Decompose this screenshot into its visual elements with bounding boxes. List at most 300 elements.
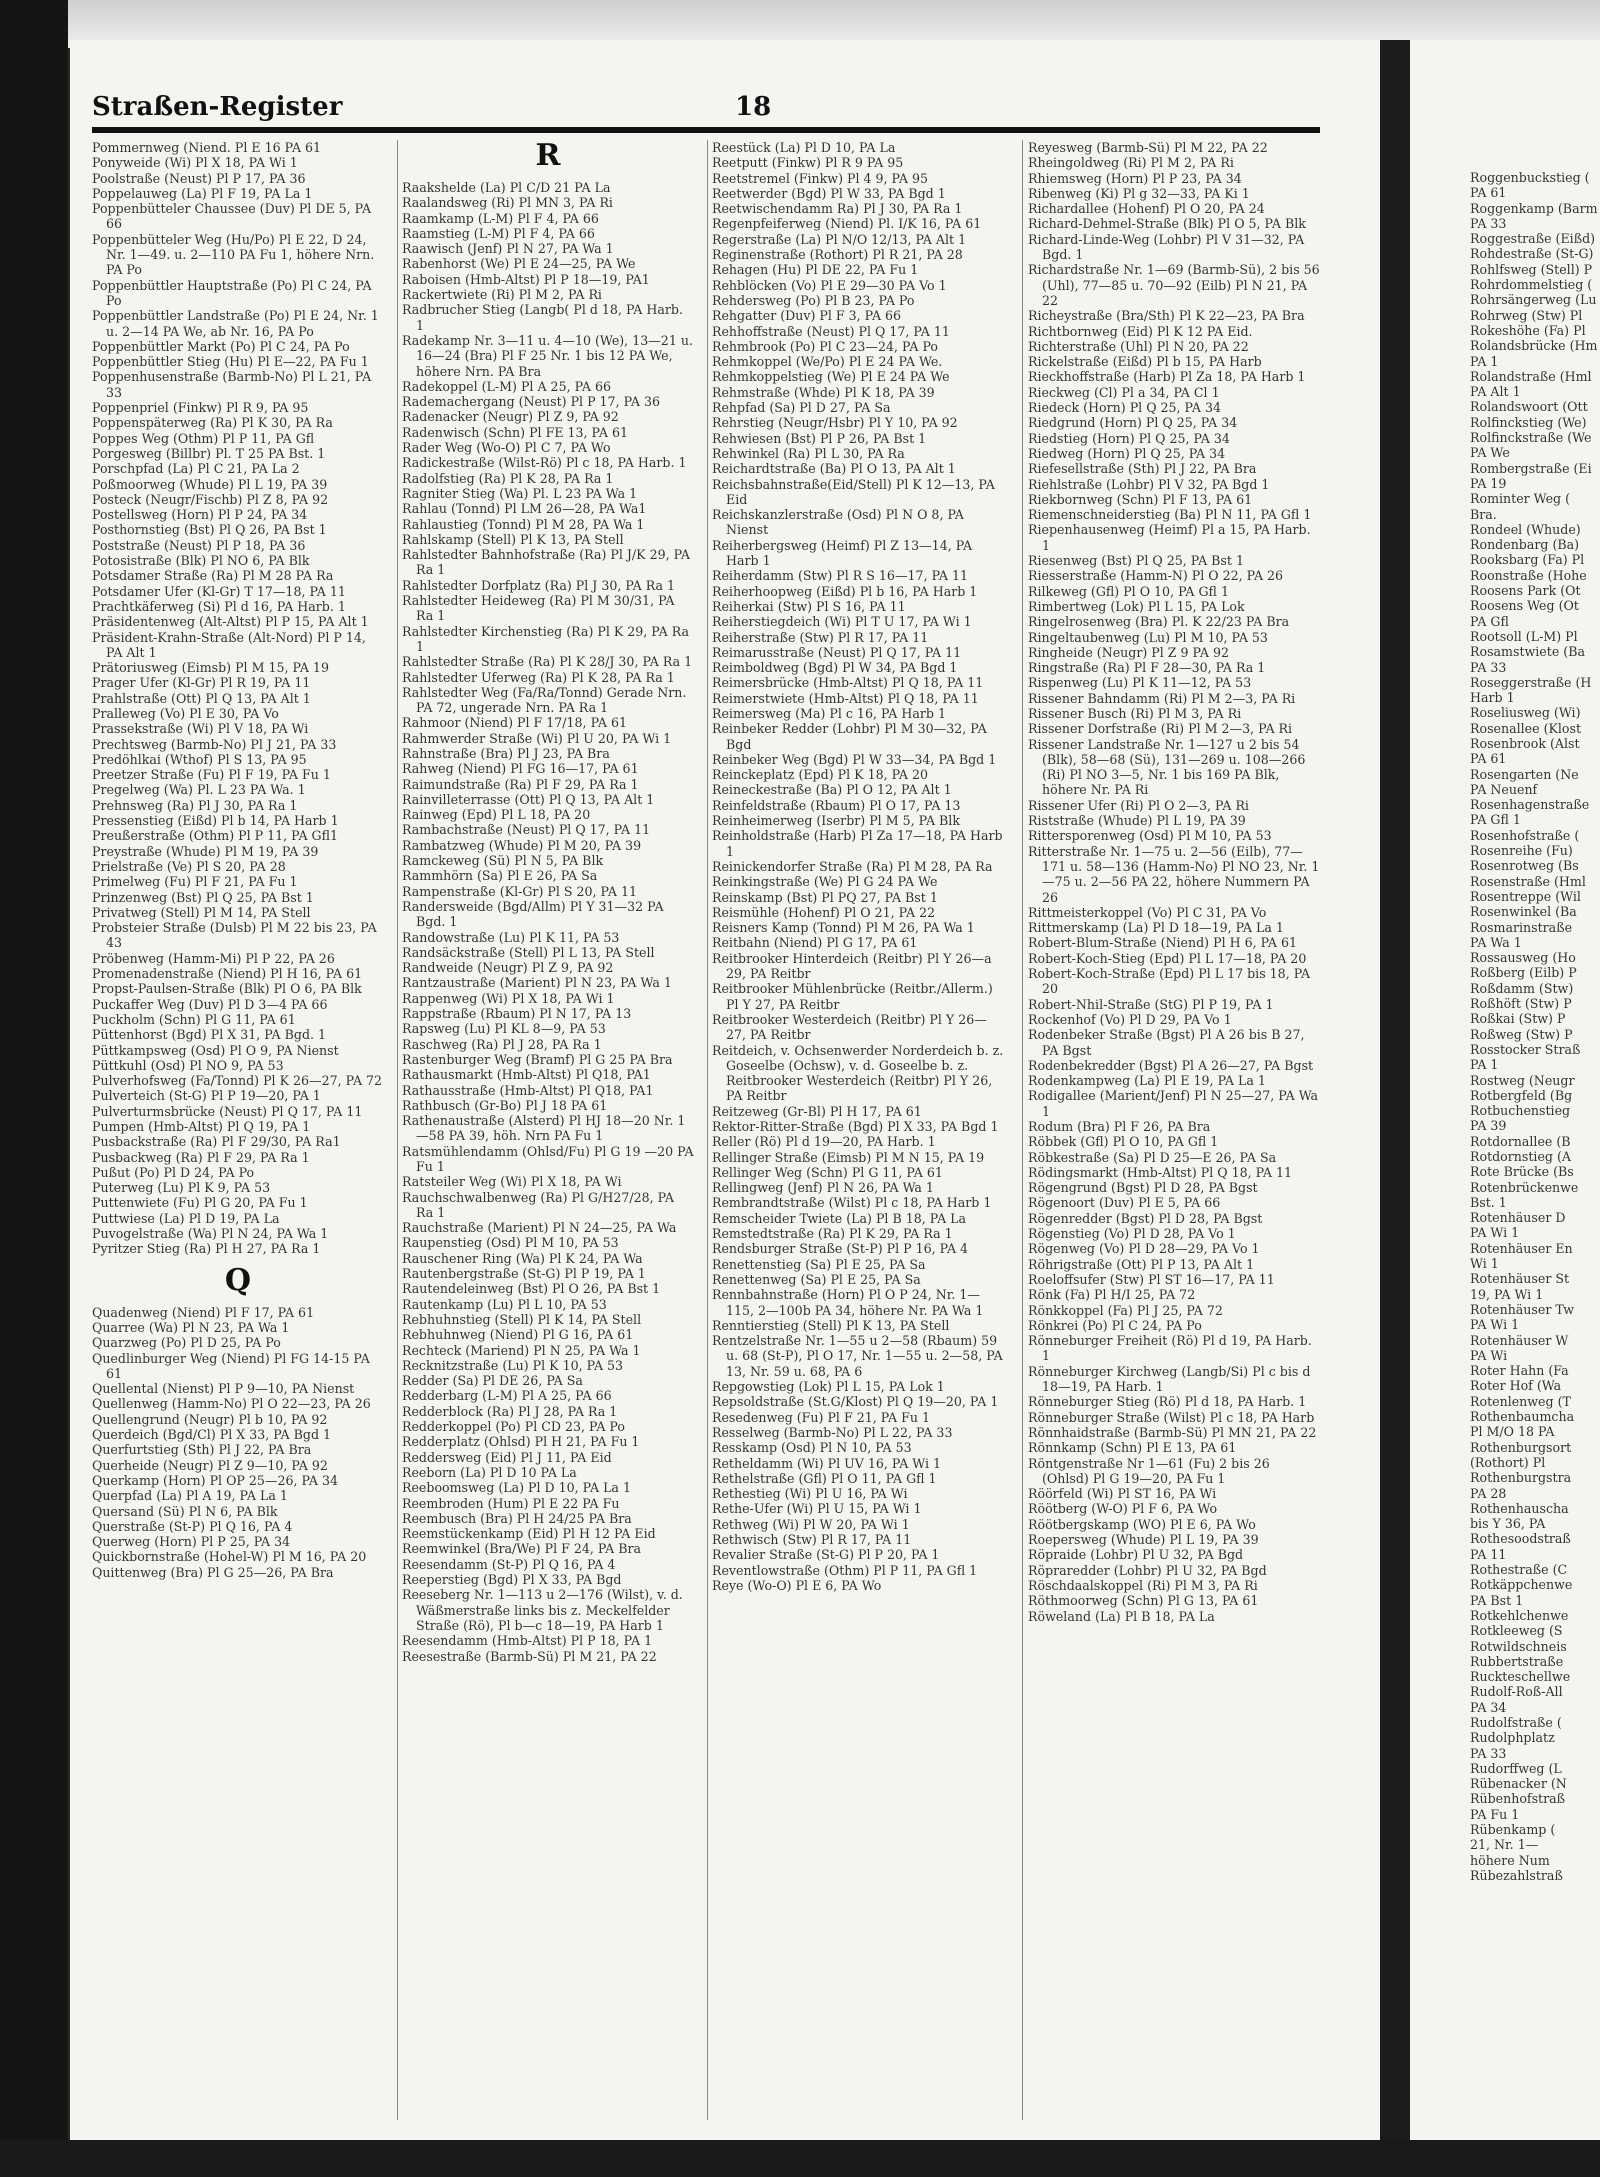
street-entry: Reetstremel (Finkw) Pl 4 9, PA 95: [712, 170, 928, 186]
street-entry: Röbbek (Gfl) Pl O 10, PA Gfl 1: [1028, 1134, 1219, 1150]
street-entry: Quadenweg (Niend) Pl F 17, PA 61: [92, 1304, 315, 1320]
street-entry: Prätoriusweg (Eimsb) Pl M 15, PA 19: [92, 660, 329, 676]
street-entry: Raamstieg (L-M) Pl F 4, PA 66: [402, 225, 595, 241]
street-entry: Reestück (La) Pl D 10, PA La: [712, 140, 896, 155]
street-entry: Rögengrund (Bgst) Pl D 28, PA Bgst: [1028, 1180, 1258, 1196]
street-entry: Rautenkamp (Lu) Pl L 10, PA 53: [402, 1296, 607, 1312]
street-entry: Preetzer Straße (Fu) Pl F 19, PA Fu 1: [92, 767, 331, 783]
street-entry: Rothenhauscha: [1470, 1500, 1569, 1516]
street-entry: Rehwiesen (Bst) Pl P 26, PA Bst 1: [712, 430, 927, 446]
street-entry: Rögenstieg (Vo) Pl D 28, PA Vo 1: [1028, 1226, 1236, 1242]
street-entry: Raschweg (Ra) Pl J 28, PA Ra 1: [402, 1036, 602, 1052]
street-entry: Harb 1: [1470, 690, 1515, 706]
street-entry: Rahnstraße (Bra) Pl J 23, PA Bra: [402, 745, 610, 761]
street-entry: Potsdamer Straße (Ra) Pl M 28 PA Ra: [92, 568, 334, 584]
street-entry: Rentzelstraße Nr. 1—55 u 2—58 (Rbaum) 59 u. 68 (St-P), Pl O 17, Nr. 1—55 u. 2—58, PA 13, Nr. 59 u. 68, PA 6: [712, 1333, 1003, 1379]
street-entry: Rambatzweg (Whude) Pl M 20, PA 39: [402, 837, 642, 853]
street-entry: Rudorffweg (L: [1470, 1760, 1562, 1776]
street-entry: Regerstraße (La) Pl N/O 12/13, PA Alt 1: [712, 231, 967, 247]
street-entry: Rosstocker Straß: [1470, 1041, 1581, 1057]
street-entry: Reesendamm (Hmb-Altst) Pl P 18, PA 1: [402, 1633, 653, 1649]
street-entry: Rahmwerder Straße (Wi) Pl U 20, PA Wi 1: [402, 730, 672, 746]
street-entry: Reinbeker Redder (Lohbr) Pl M 30—32, PA Bgd: [712, 721, 987, 752]
street-entry: Reichskanzlerstraße (Osd) Pl N O 8, PA Nienst: [712, 507, 964, 538]
street-entry: Rominter Weg (: [1470, 491, 1571, 507]
street-entry: Rögenoort (Duv) Pl E 5, PA 66: [1028, 1195, 1221, 1211]
street-entry: Rathausstraße (Hmb-Altst) Pl Q18, PA1: [402, 1082, 654, 1098]
street-entry: PA 33: [1470, 1745, 1507, 1761]
register-column-3: [712, 140, 1004, 1593]
street-entry: Rockenhof (Vo) Pl D 29, PA Vo 1: [1028, 1011, 1232, 1027]
street-entry: Pregelweg (Wa) Pl. L 23 PA Wa. 1: [92, 782, 306, 798]
street-entry: Rothenburgstra: [1470, 1470, 1572, 1486]
street-entry: Reiherstiegdeich (Wi) Pl T U 17, PA Wi 1: [712, 614, 972, 630]
street-entry: Reetwerder (Bgd) Pl W 33, PA Bgd 1: [712, 185, 946, 201]
street-entry: Raamkamp (L-M) Pl F 4, PA 66: [402, 210, 599, 226]
street-entry: Rahweg (Niend) Pl FG 16—17, PA 61: [402, 761, 639, 777]
street-entry: Rönkrei (Po) Pl C 24, PA Po: [1028, 1317, 1202, 1333]
street-entry: Rönneburger Freiheit (Rö) Pl d 19, PA Harb. 1: [1028, 1333, 1312, 1364]
street-entry: Retheldamm (Wi) Pl UV 16, PA Wi 1: [712, 1455, 942, 1471]
street-entry: Rotenlenweg (T: [1470, 1393, 1571, 1409]
street-entry: Pl M/O 18 PA: [1470, 1424, 1555, 1440]
street-entry: Privatweg (Stell) Pl M 14, PA Stell: [92, 904, 311, 920]
street-entry: Poppenbütteler Chaussee (Duv) Pl DE 5, PA 66: [92, 201, 372, 232]
street-entry: Rothenburgsort: [1470, 1439, 1572, 1455]
street-entry: Röpraredder (Lohbr) Pl U 32, PA Bgd: [1028, 1562, 1267, 1578]
street-entry: Rahlskamp (Stell) Pl K 13, PA Stell: [402, 531, 624, 547]
street-entry: PA 19: [1470, 475, 1507, 491]
street-entry: Preußerstraße (Othm) Pl P 11, PA Gfl1: [92, 828, 339, 844]
street-entry: Rübenkamp (: [1470, 1822, 1556, 1838]
street-entry: Rahlstedter Bahnhofstraße (Ra) Pl J/K 29, PA Ra 1: [402, 547, 691, 578]
street-entry: Roseliusweg (Wi): [1470, 705, 1581, 721]
street-entry: Rombergstraße (Ei: [1470, 460, 1592, 476]
street-entry: Roßhöft (Stw) P: [1470, 996, 1572, 1012]
street-entry: Richtbornweg (Eid) Pl K 12 PA Eid.: [1028, 323, 1253, 339]
street-entry: Rolandstraße (Hml: [1470, 368, 1592, 384]
street-entry: Rosenwinkel (Ba: [1470, 904, 1577, 920]
street-entry: Rehblöcken (Vo) Pl E 29—30 PA Vo 1: [712, 277, 947, 293]
street-entry: Rahlstedter Straße (Ra) Pl K 28/J 30, PA Ra 1: [402, 654, 693, 670]
street-entry: Prachtkäferweg (Si) Pl d 16, PA Harb. 1: [92, 598, 346, 614]
street-entry: Pusbackstraße (Ra) Pl F 29/30, PA Ra1: [92, 1134, 341, 1150]
street-entry: PA Wi 1: [1470, 1317, 1520, 1333]
street-entry: Reinfeldstraße (Rbaum) Pl O 17, PA 13: [712, 797, 961, 813]
street-entry: Raboisen (Hmb-Altst) Pl P 18—19, PA1: [402, 271, 650, 287]
street-entry: Ragniter Stieg (Wa) Pl. L 23 PA Wa 1: [402, 485, 638, 501]
street-entry: Roosens Park (Ot: [1470, 583, 1581, 599]
street-entry: Raawisch (Jenf) Pl N 27, PA Wa 1: [402, 241, 614, 257]
street-entry: Randersweide (Bgd/Allm) Pl Y 31—32 PA Bgd. 1: [402, 898, 664, 930]
street-entry: Radenacker (Neugr) Pl Z 9, PA 92: [402, 409, 619, 425]
street-entry: Reitbrooker Hinterdeich (Reitbr) Pl Y 26—a 29, PA Reitbr: [712, 950, 992, 982]
street-entry: PA Gfl: [1470, 613, 1509, 629]
street-entry: Röbkestraße (Sa) Pl D 25—E 26, PA Sa: [1028, 1149, 1277, 1165]
street-entry: Postellsweg (Horn) Pl P 24, PA 34: [92, 507, 308, 523]
street-entry: Pulverturmsbrücke (Neust) Pl Q 17, PA 11: [92, 1103, 363, 1119]
street-entry: Rammhörn (Sa) Pl E 26, PA Sa: [402, 868, 598, 884]
street-entry: Rissener Dorfstraße (Ri) Pl M 2—3, PA Ri: [1028, 721, 1293, 737]
street-entry: Rotenhäuser Tw: [1470, 1301, 1575, 1317]
street-entry: Rautenbergstraße (St-G) Pl P 19, PA 1: [402, 1266, 646, 1282]
street-entry: Reembroden (Hum) Pl E 22 PA Fu: [402, 1495, 620, 1511]
street-entry: Raimundstraße (Ra) Pl F 29, PA Ra 1: [402, 776, 639, 792]
street-entry: höhere Num: [1470, 1852, 1550, 1868]
street-entry: Rosengarten (Ne: [1470, 766, 1579, 782]
street-entry: Radekamp Nr. 3—11 u. 4—10 (We), 13—21 u. 16—24 (Bra) Pl F 25 Nr. 1 bis 12 PA We, höhere Nrn. PA Bra: [402, 332, 693, 379]
street-entry: Rosamstwiete (Ba: [1470, 644, 1585, 660]
street-entry: Rissener Landstraße Nr. 1—127 u 2 bis 54 (Blk), 58—68 (Sü), 131—269 u. 108—266 (Ri) Pl NO 3—5, Nr. 1 bis 169 PA Blk, höhere Nr. PA Ri: [1028, 736, 1306, 798]
street-entry: Pumpen (Hmb-Altst) Pl Q 19, PA 1: [92, 1119, 311, 1134]
street-entry: Rebhuhnweg (Niend) Pl G 16, PA 61: [402, 1327, 634, 1343]
street-entry: Preystraße (Whude) Pl M 19, PA 39: [92, 843, 319, 859]
street-entry: Rote Brücke (Bs: [1470, 1164, 1574, 1180]
p-entries: [92, 140, 384, 1257]
street-entry: Rademachergang (Neust) Pl P 17, PA 36: [402, 394, 661, 410]
street-entry: Prassekstraße (Wi) Pl V 18, PA Wi: [92, 721, 309, 737]
street-entry: Querpfad (La) Pl A 19, PA La 1: [92, 1488, 288, 1504]
street-entry: Rambachstraße (Neust) Pl Q 17, PA 11: [402, 822, 651, 838]
street-entry: Reichsbahnstraße(Eid/Stell) Pl K 12—13, PA Eid: [712, 476, 995, 507]
street-entry: Richard-Dehmel-Straße (Blk) Pl O 5, PA Blk: [1028, 216, 1306, 232]
street-entry: PA Bst 1: [1470, 1592, 1524, 1608]
street-entry: Röthmoorweg (Schn) Pl G 13, PA 61: [1028, 1593, 1259, 1609]
street-entry: Posteck (Neugr/Fischb) Pl Z 8, PA 92: [92, 491, 329, 507]
street-entry: Reiherhoopweg (Eißd) Pl b 16, PA Harb 1: [712, 583, 978, 599]
street-entry: Poststraße (Neust) Pl P 18, PA 36: [92, 537, 306, 553]
street-entry: Röhrigstraße (Ott) Pl P 13, PA Alt 1: [1028, 1256, 1255, 1272]
street-entry: Rendsburger Straße (St-P) Pl P 16, PA 4: [712, 1241, 969, 1257]
street-entry: Pralleweg (Vo) Pl E 30, PA Vo: [92, 705, 279, 721]
street-entry: Rethwisch (Stw) Pl R 17, PA 11: [712, 1532, 912, 1548]
street-entry: Rondeel (Whude): [1470, 521, 1581, 537]
street-entry: PA 33: [1470, 215, 1507, 231]
street-entry: Rissener Busch (Ri) Pl M 3, PA Ri: [1028, 705, 1242, 721]
street-entry: Rostweg (Neugr: [1470, 1072, 1575, 1088]
street-entry: PA Fu 1: [1470, 1806, 1520, 1822]
street-entry: Reinskamp (Bst) Pl PQ 27, PA Bst 1: [712, 889, 938, 905]
street-entry: Robert-Koch-Stieg (Epd) Pl L 17—18, PA 20: [1028, 950, 1307, 966]
street-entry: Reismühle (Hohenf) Pl O 21, PA 22: [712, 904, 936, 920]
street-entry: Rektor-Ritter-Straße (Bgd) Pl X 33, PA Bgd 1: [712, 1119, 999, 1134]
street-entry: Poolstraße (Neust) Pl P 17, PA 36: [92, 170, 306, 186]
street-entry: Rönk (Fa) Pl H/I 25, PA 72: [1028, 1287, 1196, 1303]
street-entry: Robert-Blum-Straße (Niend) Pl H 6, PA 61: [1028, 935, 1298, 951]
street-entry: Remstedtstraße (Ra) Pl K 29, PA Ra 1: [712, 1226, 953, 1242]
street-entry: Radenwisch (Schn) Pl FE 13, PA 61: [402, 424, 628, 440]
street-entry: Rahlstedter Dorfplatz (Ra) Pl J 30, PA Ra 1: [402, 577, 676, 593]
street-entry: PA We: [1470, 445, 1510, 461]
street-entry: Rudolphplatz: [1470, 1730, 1555, 1746]
register-column-1: [92, 140, 384, 1580]
street-entry: Pusbackweg (Ra) Pl F 29, PA Ra 1: [92, 1149, 310, 1165]
header-rule: [92, 127, 1320, 133]
street-entry: Rotenhäuser W: [1470, 1332, 1569, 1348]
street-entry: PA 11: [1470, 1546, 1507, 1562]
street-entry: Rossausweg (Ho: [1470, 950, 1576, 966]
street-entry: Recknitzstraße (Lu) Pl K 10, PA 53: [402, 1357, 624, 1373]
street-entry: Präsidentenweg (Alt-Altst) Pl P 15, PA Alt 1: [92, 614, 369, 630]
street-entry: Rolfinckstieg (We): [1470, 414, 1587, 430]
street-entry: Reichardtstraße (Ba) Pl O 13, PA Alt 1: [712, 461, 956, 477]
street-entry: Riesenweg (Bst) Pl Q 25, PA Bst 1: [1028, 553, 1244, 569]
street-entry: Porschpfad (La) Pl C 21, PA La 2: [92, 461, 300, 477]
street-entry: Rögenredder (Bgst) Pl D 28, PA Bgst: [1028, 1210, 1263, 1226]
street-entry: Rahmoor (Niend) Pl F 17/18, PA 61: [402, 715, 628, 731]
street-entry: Rotenhäuser En: [1470, 1240, 1573, 1256]
street-entry: Rappstraße (Rbaum) Pl N 17, PA 13: [402, 1006, 632, 1022]
street-entry: Reisners Kamp (Tonnd) Pl M 26, PA Wa 1: [712, 920, 975, 936]
street-entry: Rohrdommelstieg (: [1470, 277, 1593, 293]
street-entry: PA 28: [1470, 1485, 1507, 1501]
street-entry: Radekoppel (L-M) Pl A 25, PA 66: [402, 378, 612, 394]
street-entry: Rainvilleterrasse (Ott) Pl Q 13, PA Alt 1: [402, 791, 655, 807]
street-entry: Potosistraße (Blk) Pl NO 6, PA Blk: [92, 553, 310, 569]
street-entry: Porgesweg (Billbr) Pl. T 25 PA Bst. 1: [92, 445, 326, 461]
street-entry: Rickelstraße (Eißd) Pl b 15, PA Harb: [1028, 354, 1262, 370]
street-entry: Reetputt (Finkw) Pl R 9 PA 95: [712, 155, 904, 171]
street-entry: PA Wa 1: [1470, 934, 1522, 950]
street-entry: Reiherdamm (Stw) Pl R S 16—17, PA 11: [712, 568, 969, 584]
street-entry: PA Neuenf: [1470, 781, 1538, 797]
street-entry: Roter Hahn (Fa: [1470, 1363, 1569, 1379]
street-entry: Reller (Rö) Pl d 19—20, PA Harb. 1: [712, 1134, 936, 1150]
street-entry: Rebhuhnstieg (Stell) Pl K 14, PA Stell: [402, 1311, 642, 1327]
street-entry: Reddersweg (Eid) Pl J 11, PA Eid: [402, 1449, 612, 1465]
street-entry: Rehrstieg (Neugr/Hsbr) Pl Y 10, PA 92: [712, 415, 958, 431]
street-entry: Rohdestraße (St-G): [1470, 246, 1594, 262]
street-entry: Repsoldstraße (St.G/Klost) Pl Q 19—20, PA 1: [712, 1394, 999, 1410]
street-entry: Querkamp (Horn) Pl OP 25—26, PA 34: [92, 1472, 338, 1488]
street-entry: Richeystraße (Bra/Sth) Pl K 22—23, PA Bra: [1028, 308, 1305, 324]
street-entry: Revalier Straße (St-G) Pl P 20, PA 1: [712, 1547, 940, 1563]
street-entry: Rehagen (Hu) Pl DE 22, PA Fu 1: [712, 262, 919, 278]
street-entry: Posthornstieg (Bst) Pl Q 26, PA Bst 1: [92, 522, 327, 538]
street-entry: Rosenhofstraße (: [1470, 827, 1580, 843]
street-entry: Ringelrosenweg (Bra) Pl. K 22/23 PA Bra: [1028, 614, 1290, 630]
street-entry: Reyesweg (Barmb-Sü) Pl M 22, PA 22: [1028, 140, 1268, 155]
street-entry: Rooksbarg (Fa) Pl: [1470, 552, 1585, 568]
street-entry: Ratsmühlendamm (Ohlsd/Fu) Pl G 19 —20 PA Fu 1: [402, 1143, 694, 1174]
street-entry: Roggenbuckstieg (: [1470, 170, 1590, 185]
street-entry: Riefesellstraße (Sth) Pl J 22, PA Bra: [1028, 461, 1257, 477]
street-entry: Rahlau (Tonnd) Pl LM 26—28, PA Wa1: [402, 501, 647, 517]
street-entry: Quedlinburger Weg (Niend) Pl FG 14-15 PA 61: [92, 1350, 370, 1381]
street-entry: Redderplatz (Ohlsd) Pl H 21, PA Fu 1: [402, 1434, 640, 1450]
street-entry: bis Y 36, PA: [1470, 1516, 1546, 1532]
street-entry: Richardstraße Nr. 1—69 (Barmb-Sü), 2 bis 56 (Uhl), 77—85 u. 70—92 (Eilb) Pl N 21, PA 22: [1028, 262, 1320, 308]
street-entry: Quellenweg (Hamm-No) Pl O 22—23, PA 26: [92, 1396, 371, 1412]
street-entry: Reeboomsweg (La) Pl D 10, PA La 1: [402, 1480, 631, 1496]
street-entry: Prehnsweg (Ra) Pl J 30, PA Ra 1: [92, 797, 298, 813]
street-entry: Röpraide (Lohbr) Pl U 32, PA Bgd: [1028, 1547, 1244, 1563]
street-entry: Ratsteiler Weg (Wi) Pl X 18, PA Wi: [402, 1174, 622, 1190]
scan-bottom-edge: [0, 2140, 1600, 2177]
street-entry: Poppenbüttler Markt (Po) Pl C 24, PA Po: [92, 338, 350, 354]
street-entry: Reeseberg Nr. 1—113 u 2—176 (Wilst), v. d. Wäßmerstraße links bis z. Meckelfelder Straße (Rö), Pl b—c 18—19, PA Harb 1: [402, 1587, 683, 1633]
street-entry: Rahlstedter Uferweg (Ra) Pl K 28, PA Ra 1: [402, 669, 675, 685]
section-letter-r: R: [535, 138, 561, 173]
street-entry: Poppenbüttler Landstraße (Po) Pl E 24, Nr. 1 u. 2—14 PA We, ab Nr. 16, PA Po: [92, 308, 379, 339]
street-entry: Resedenweg (Fu) Pl F 21, PA Fu 1: [712, 1409, 931, 1425]
street-entry: PA 61: [1470, 751, 1507, 767]
street-entry: Roonstraße (Hohe: [1470, 567, 1587, 583]
street-entry: Rotenhäuser D: [1470, 1210, 1566, 1226]
street-entry: Quittenweg (Bra) Pl G 25—26, PA Bra: [92, 1564, 334, 1580]
street-entry: Roggenkamp (Barm: [1470, 200, 1598, 216]
street-entry: Rönkkoppel (Fa) Pl J 25, PA 72: [1028, 1302, 1223, 1318]
street-entry: Rosenreihe (Fu): [1470, 843, 1573, 859]
street-entry: Reitbrooker Mühlenbrücke (Reitbr./Allerm.) Pl Y 27, PA Reitbr: [712, 981, 993, 1012]
street-entry: Richardallee (Hohenf) Pl O 20, PA 24: [1028, 201, 1265, 217]
street-entry: Raalandsweg (Ri) Pl MN 3, PA Ri: [402, 195, 613, 211]
street-entry: Rohlfsweg (Stell) P: [1470, 261, 1593, 277]
street-entry: Radickestraße (Wilst-Rö) Pl c 18, PA Harb. 1: [402, 455, 687, 471]
street-entry: PA 1: [1470, 1057, 1499, 1073]
street-entry: Pyritzer Stieg (Ra) Pl H 27, PA Ra 1: [92, 1241, 321, 1257]
street-entry: Poppenbüttler Stieg (Hu) Pl E—22, PA Fu 1: [92, 354, 369, 370]
street-entry: Renntierstieg (Stell) Pl K 13, PA Stell: [712, 1317, 950, 1333]
street-entry: Rhiemsweg (Horn) Pl P 23, PA 34: [1028, 170, 1242, 186]
street-entry: Reemstückenkamp (Eid) Pl H 12 PA Eid: [402, 1526, 656, 1542]
street-entry: Riedstieg (Horn) Pl Q 25, PA 34: [1028, 430, 1230, 446]
street-entry: Poppes Weg (Othm) Pl P 11, PA Gfl: [92, 430, 315, 446]
page-number: 18: [735, 92, 772, 122]
street-entry: Rahlaustieg (Tonnd) Pl M 28, PA Wa 1: [402, 516, 645, 532]
street-entry: Pressenstieg (Eißd) Pl b 14, PA Harb 1: [92, 813, 339, 829]
street-entry: Richard-Linde-Weg (Lohbr) Pl V 31—32, PA Bgd. 1: [1028, 231, 1305, 263]
street-entry: 21, Nr. 1—: [1470, 1837, 1539, 1853]
street-entry: Rödingsmarkt (Hmb-Altst) Pl Q 18, PA 11: [1028, 1164, 1293, 1180]
facing-entries: [1470, 170, 1600, 1883]
street-entry: Poppenbüttler Hauptstraße (Po) Pl C 24, PA Po: [92, 277, 372, 308]
street-entry: Rotbuchenstieg: [1470, 1103, 1571, 1119]
street-entry: Rübenhofstraß: [1470, 1791, 1566, 1807]
street-entry: Puttenwiete (Fu) Pl G 20, PA Fu 1: [92, 1195, 308, 1211]
street-entry: Radolfstieg (Ra) Pl K 28, PA Ra 1: [402, 470, 614, 486]
street-entry: Quellengrund (Neugr) Pl b 10, PA 92: [92, 1411, 328, 1427]
street-entry: Wi 1: [1470, 1256, 1499, 1272]
street-entry: Rieckweg (Cl) Pl a 34, PA Cl 1: [1028, 384, 1220, 400]
street-entry: Rastenburger Weg (Bramf) Pl G 25 PA Bra: [402, 1051, 673, 1067]
street-entry: Probsteier Straße (Dulsb) Pl M 22 bis 23, PA 43: [92, 920, 377, 951]
street-entry: Röntgenstraße Nr 1—61 (Fu) 2 bis 26 (Ohlsd) Pl G 19—20, PA Fu 1: [1028, 1455, 1270, 1486]
street-entry: Quersand (Sü) Pl N 6, PA Blk: [92, 1503, 278, 1519]
street-entry: Rechteck (Mariend) Pl N 25, PA Wa 1: [402, 1342, 641, 1358]
street-entry: Rothestraße (C: [1470, 1562, 1568, 1578]
street-entry: Randsäckstraße (Stell) Pl L 13, PA Stell: [402, 944, 655, 960]
street-entry: Raupenstieg (Osd) Pl M 10, PA 53: [402, 1235, 619, 1251]
street-entry: Rolandsbrücke (Hm: [1470, 338, 1598, 354]
street-entry: Rolandswoort (Ott: [1470, 399, 1588, 415]
street-entry: Renettenstieg (Sa) Pl E 25, PA Sa: [712, 1256, 926, 1272]
street-entry: Rethweg (Wi) Pl W 20, PA Wi 1: [712, 1516, 910, 1532]
street-entry: Rittmeisterkoppel (Vo) Pl C 31, PA Vo: [1028, 904, 1267, 920]
street-entry: Remscheider Twiete (La) Pl B 18, PA La: [712, 1210, 967, 1226]
street-entry: Reesendamm (St-P) Pl Q 16, PA 4: [402, 1556, 616, 1572]
street-entry: Rethe-Ufer (Wi) Pl U 15, PA Wi 1: [712, 1501, 922, 1517]
street-entry: Prager Ufer (Kl-Gr) Pl R 19, PA 11: [92, 675, 311, 691]
street-entry: PA Wi 1: [1470, 1225, 1520, 1241]
street-entry: Reinkingstraße (We) Pl G 24 PA We: [712, 874, 938, 890]
street-entry: Raakshelde (La) Pl C/D 21 PA La: [402, 180, 611, 195]
street-entry: Rönneburger Kirchweg (Langb/Si) Pl c bis d 18—19, PA Harb. 1: [1028, 1363, 1311, 1395]
street-entry: Rotdornstieg (A: [1470, 1149, 1571, 1164]
street-entry: Redder (Sa) Pl DE 26, PA Sa: [402, 1373, 583, 1389]
street-entry: Röötberg (W-O) Pl F 6, PA Wo: [1028, 1501, 1218, 1517]
street-entry: Rootsoll (L-M) Pl: [1470, 628, 1578, 644]
street-entry: Reimersbrücke (Hmb-Altst) Pl Q 18, PA 11: [712, 675, 984, 691]
street-entry: Rilkeweg (Gfl) Pl O 10, PA Gfl 1: [1028, 583, 1229, 599]
street-entry: Rudolfstraße (: [1470, 1714, 1562, 1730]
street-entry: PA Alt 1: [1470, 384, 1521, 400]
street-entry: Ramckeweg (Sü) Pl N 5, PA Blk: [402, 853, 604, 869]
street-entry: Pulverhofsweg (Fa/Tonnd) Pl K 26—27, PA 72: [92, 1073, 383, 1089]
street-entry: Rosenhagenstraße: [1470, 797, 1590, 813]
street-entry: Rubbertstraße: [1470, 1653, 1564, 1669]
street-entry: Rübezahlstraß: [1470, 1867, 1563, 1883]
street-entry: Poßmoorweg (Whude) Pl L 19, PA 39: [92, 476, 328, 492]
street-entry: PA Gfl 1: [1470, 812, 1521, 828]
street-entry: Roßkai (Stw) P: [1470, 1011, 1566, 1027]
street-entry: Rispenweg (Lu) Pl K 11—12, PA 53: [1028, 675, 1252, 691]
street-entry: Rodum (Bra) Pl F 26, PA Bra: [1028, 1119, 1211, 1134]
street-entry: Rönnhaidstraße (Barmb-Sü) Pl MN 21, PA 22: [1028, 1424, 1317, 1440]
street-entry: Rögenweg (Vo) Pl D 28—29, PA Vo 1: [1028, 1241, 1260, 1257]
street-entry: Randweide (Neugr) Pl Z 9, PA 92: [402, 960, 614, 976]
street-entry: Poppenbütteler Weg (Hu/Po) Pl E 22, D 24, Nr. 1—49. u. 2—110 PA Fu 1, höhere Nrn. PA Po: [92, 231, 375, 278]
street-entry: Rittmerskamp (La) Pl D 18—19, PA La 1: [1028, 920, 1284, 936]
street-entry: Potsdamer Ufer (Kl-Gr) T 17—18, PA 11: [92, 583, 346, 599]
street-entry: Reimerstwiete (Hmb-Altst) Pl Q 18, PA 11: [712, 690, 979, 706]
street-entry: Reitbahn (Niend) Pl G 17, PA 61: [712, 935, 918, 951]
street-entry: Rotenbrückenwe: [1470, 1179, 1579, 1195]
street-entry: Rappenweg (Wi) Pl X 18, PA Wi 1: [402, 990, 615, 1006]
page-gutter: [1380, 40, 1410, 2140]
street-entry: Ringeltaubenweg (Lu) Pl M 10, PA 53: [1028, 629, 1268, 645]
street-entry: Rodigallee (Marient/Jenf) Pl N 25—27, PA Wa 1: [1028, 1088, 1319, 1119]
street-entry: Rahlstedter Heideweg (Ra) Pl M 30/31, PA Ra 1: [402, 593, 675, 624]
street-entry: Rembrandtstraße (Wilst) Pl c 18, PA Harb 1: [712, 1195, 992, 1211]
street-entry: Renettenweg (Sa) Pl E 25, PA Sa: [712, 1271, 921, 1287]
street-entry: Rotbergfeld (Bg: [1470, 1087, 1573, 1103]
street-entry: Reembusch (Bra) Pl H 24/25 PA Bra: [402, 1510, 632, 1526]
street-entry: Reginenstraße (Rothort) Pl R 21, PA 28: [712, 247, 963, 263]
street-entry: Querfurtstieg (Sth) Pl J 22, PA Bra: [92, 1442, 312, 1458]
street-entry: Pröbenweg (Hamm-Mi) Pl P 22, PA 26: [92, 950, 335, 966]
street-entry: Pulverteich (St-G) Pl P 19—20, PA 1: [92, 1088, 321, 1104]
street-entry: PA 34: [1470, 1699, 1507, 1715]
street-entry: Röötbergskamp (WO) Pl E 6, PA Wo: [1028, 1516, 1256, 1532]
street-entry: Riepenhausenweg (Heimf) Pl a 15, PA Harb. 1: [1028, 522, 1311, 553]
street-entry: Rathbusch (Gr-Bo) Pl J 18 PA 61: [402, 1097, 608, 1113]
street-entry: Roßberg (Eilb) P: [1470, 965, 1577, 981]
r-entries-b: [712, 140, 1004, 1593]
street-entry: Rodenkampweg (La) Pl E 19, PA La 1: [1028, 1073, 1266, 1089]
street-entry: Pußut (Po) Pl D 24, PA Po: [92, 1164, 255, 1180]
street-entry: Prahlstraße (Ott) Pl Q 13, PA Alt 1: [92, 690, 311, 706]
street-entry: Prechtsweg (Barmb-No) Pl J 21, PA 33: [92, 736, 337, 752]
street-entry: Riekbornweg (Schn) Pl F 13, PA 61: [1028, 491, 1253, 507]
street-entry: Rehmkoppelstieg (We) Pl E 24 PA We: [712, 369, 950, 385]
street-entry: Rondenbarg (Ba): [1470, 537, 1580, 553]
street-entry: Riedweg (Horn) Pl Q 25, PA 34: [1028, 445, 1226, 461]
street-entry: Rotdornallee (B: [1470, 1133, 1571, 1149]
street-entry: Rimbertweg (Lok) Pl L 15, PA Lok: [1028, 598, 1245, 614]
street-entry: Rönneburger Stieg (Rö) Pl d 18, PA Harb. 1: [1028, 1394, 1307, 1410]
street-entry: Rehmbrook (Po) Pl C 23—24, PA Po: [712, 338, 938, 354]
